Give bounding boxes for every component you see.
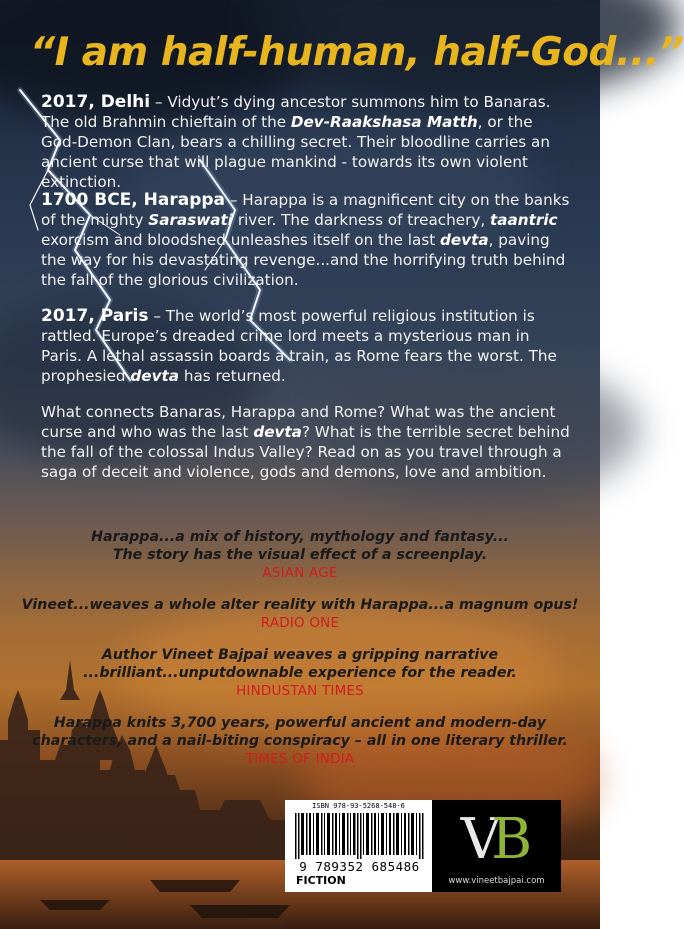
emphasis-text: devta — [440, 231, 489, 249]
emphasis-text: taantric — [490, 211, 558, 229]
paragraph-text: – The world’s most powerful religious institution is rattled. Europe’s dreaded crime lord meets a mysterious man in Paris. A lethal assassin boards a train, as Rome fears the worst. The prophesied — [41, 307, 557, 385]
barcode-icon — [295, 813, 425, 859]
barcode-panel — [285, 800, 432, 892]
quote-line: Vineet...weaves a whole alter reality with Harappa...a magnum opus! — [21, 597, 579, 613]
quote-line: characters, and a nail-biting conspiracy – all in one literary thriller. — [32, 733, 568, 749]
blurb-paragraph-delhi — [41, 92, 571, 192]
quote-source: RADIO ONE — [260, 615, 340, 631]
paragraph-text: exorcism and bloodshed unleashes itself on the last — [41, 231, 441, 249]
headline: “I am half-human, half-God...” — [30, 30, 684, 75]
emphasis-text: devta — [253, 423, 302, 441]
paragraph-text: – Harappa is a magnificent city on the banks of the mighty — [41, 191, 570, 229]
blurb-paragraph-harappa — [41, 190, 571, 290]
quote-line: Author Vineet Bajpai weaves a gripping narrative — [101, 647, 499, 663]
logo-letter-v: V — [460, 807, 502, 872]
quote-source: TIMES OF INDIA — [245, 751, 355, 767]
review-quote — [0, 646, 600, 701]
emphasis-text: devta — [130, 367, 179, 385]
paragraph-text: , paving the way for his devastating revenge...and the horrifying truth behind the fall of the glorious civilization. — [41, 231, 566, 289]
publisher-logo-panel — [432, 800, 561, 892]
blurb-paragraph-paris — [41, 306, 571, 386]
paragraph-heading: 2017, Delhi — [41, 92, 151, 112]
website-url[interactable]: www.vineetbajpai.com — [448, 876, 545, 886]
paragraph-text: river. The darkness of treachery, — [233, 211, 490, 229]
quote-line: The story has the visual effect of a screenplay. — [112, 547, 488, 563]
paragraph-heading: 1700 BCE, Harappa — [41, 190, 226, 210]
genre-label: FICTION — [296, 874, 346, 887]
quote-source: HINDUSTAN TIMES — [236, 683, 364, 699]
paragraph-text: , or the God-Demon Clan, bears a chilling secret. Their bloodline carries an ancient curse that will plague mankind - towards its own violent extinction. — [41, 113, 550, 191]
review-quote — [0, 714, 600, 769]
blurb-paragraph-questions — [41, 402, 571, 482]
quote-source: ASIAN AGE — [262, 565, 338, 581]
paragraph-text: – Vidyut’s dying ancestor summons him to Banaras. The old Brahmin chieftain of the — [41, 93, 551, 131]
quote-line: Harappa knits 3,700 years, powerful ancient and modern-day — [53, 715, 547, 731]
review-quote — [0, 528, 600, 583]
quote-line: Harappa...a mix of history, mythology and fantasy... — [91, 529, 509, 545]
paragraph-text: ? What is the terrible secret behind the fall of the colossal Indus Valley? Read on as you travel through a saga of deceit and violence, gods and demons, love and ambition. — [41, 423, 570, 481]
paragraph-heading: 2017, Paris — [41, 306, 149, 326]
paragraph-text: has returned. — [179, 367, 286, 385]
vb-logo — [432, 807, 561, 872]
isbn-label: ISBN 978-93-5268-548-6 — [312, 802, 405, 810]
emphasis-text: Saraswati — [148, 211, 233, 229]
paragraph-text: What connects Banaras, Harappa and Rome? What was the ancient curse and who was the last — [41, 403, 556, 441]
logo-letter-b: B — [491, 807, 533, 872]
quote-line: ...brilliant...unputdownable experience for the reader. — [83, 665, 517, 681]
barcode-digits: 9 789352 685486 — [299, 859, 420, 874]
review-quote — [0, 596, 600, 633]
emphasis-text: Dev-Raakshasa Matth — [290, 113, 478, 131]
